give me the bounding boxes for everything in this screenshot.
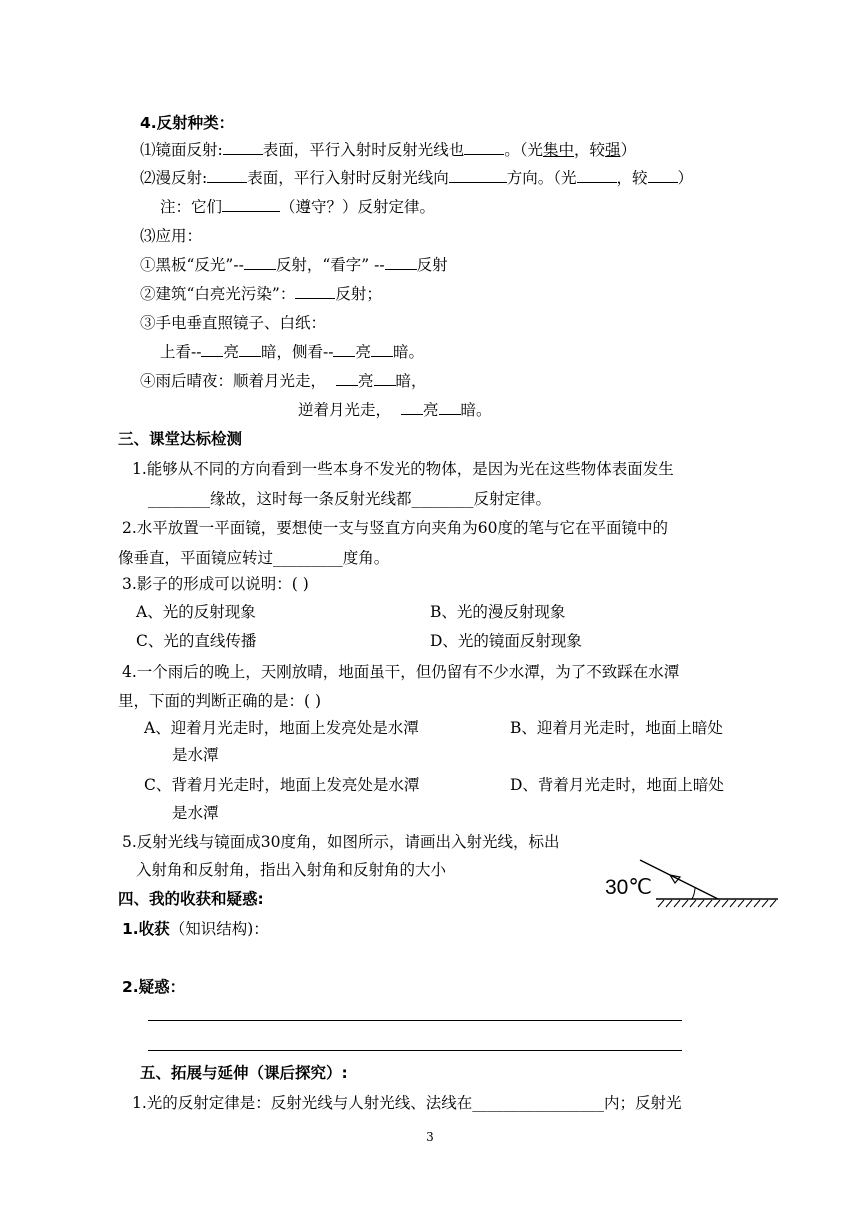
- angle-arc: [692, 888, 695, 899]
- question-1-line1: 1.能够从不同的方向看到一些本身不发光的物体，是因为光在这些物体表面发生: [132, 460, 674, 478]
- question-2-line1: 2.水平放置一平面镜，要想使一支与竖直方向夹角为60度的笔与它在平面镜中的: [122, 519, 669, 537]
- question-5-line1: 5.反射光线与镜面成30度角，如图所示，请画出入射光线，标出: [122, 833, 560, 851]
- section-5-title: 五、拓展与延伸（课后探究）:: [140, 1064, 348, 1082]
- question-4-option-a-cont: 是水潭: [172, 746, 219, 764]
- line-mirror-reflection: ⑴镜面反射: 表面，平行入射时反射光线也 。（光集中，较强）: [140, 141, 637, 159]
- line-application: ⑶应用：: [140, 227, 203, 245]
- answer-rule-2: [148, 1050, 682, 1051]
- line-rain-night-1: ④雨后晴夜：顺着月光走， 亮 暗，: [140, 372, 427, 390]
- question-4-line1: 4.一个雨后的晚上，天刚放晴，地面虽干，但仍留有不少水潭，为了不致踩在水潭: [122, 663, 680, 681]
- question-3-option-d: D、光的镜面反射现象: [430, 632, 582, 650]
- question-4-option-d: D、背着月光走时，地面上暗处: [510, 776, 724, 794]
- question-3-option-b: B、光的漫反射现象: [430, 603, 566, 621]
- figure-angle-label: 30℃: [605, 876, 652, 899]
- question-3-option-a: A、光的反射现象: [136, 603, 256, 621]
- question-5-line2: 入射角和反射角，指出入射角和反射角的大小: [136, 861, 447, 879]
- line-note: 注：它们 （遵守？）反射定律。: [160, 198, 436, 216]
- line-rain-night-2: 逆着月光走， 亮 暗。: [298, 401, 492, 419]
- line-diffuse-reflection: ⑵漫反射: 表面，平行入射时反射光线向 方向。（光 ，较 ）: [140, 169, 694, 187]
- question-3: 3.影子的形成可以说明：( ): [122, 575, 309, 593]
- question-4-line2: 里，下面的判断正确的是：( ): [118, 692, 322, 710]
- reflection-figure: [600, 855, 785, 915]
- question-4-option-a: A、迎着月光走时，地面上发亮处是水潭: [144, 719, 419, 737]
- section-4-title: 4.反射种类：: [140, 114, 235, 132]
- question-4-option-c-cont: 是水潭: [172, 804, 219, 822]
- section-3-title: 三、课堂达标检测: [118, 430, 243, 448]
- line-flashlight-view: 上看-- 亮 暗，侧看-- 亮 暗。: [160, 343, 425, 361]
- line-building: ②建筑“白亮光污染”： 反射；: [140, 285, 382, 303]
- section-harvest-title: 四、我的收获和疑惑:: [118, 890, 264, 908]
- mirror-hatching: [658, 900, 776, 907]
- line-blackboard: ①黑板“反光”-- 反射，“看字” -- 反射: [140, 256, 448, 274]
- doubt-line: 2.疑惑：: [122, 978, 186, 996]
- harvest-line: 1.收获（知识结构)：: [122, 920, 269, 938]
- extension-question-1: 1.光的反射定律是：反射光线与人射光线、法线在_________________内；反射光: [132, 1094, 682, 1112]
- question-3-option-c: C、光的直线传播: [136, 632, 257, 650]
- line-flashlight: ③手电垂直照镜子、白纸：: [140, 314, 327, 332]
- question-1-line2: ________缘故，这时每一条反射光线都________反射定律。: [148, 490, 552, 508]
- question-2-line2: 像垂直，平面镜应转过_________度角。: [118, 549, 390, 567]
- question-4-option-b: B、迎着月光走时，地面上暗处: [510, 719, 723, 737]
- page-number: 3: [426, 1130, 434, 1144]
- question-4-option-c: C、背着月光走时，地面上发亮处是水潭: [144, 776, 420, 794]
- answer-rule-1: [148, 1020, 682, 1021]
